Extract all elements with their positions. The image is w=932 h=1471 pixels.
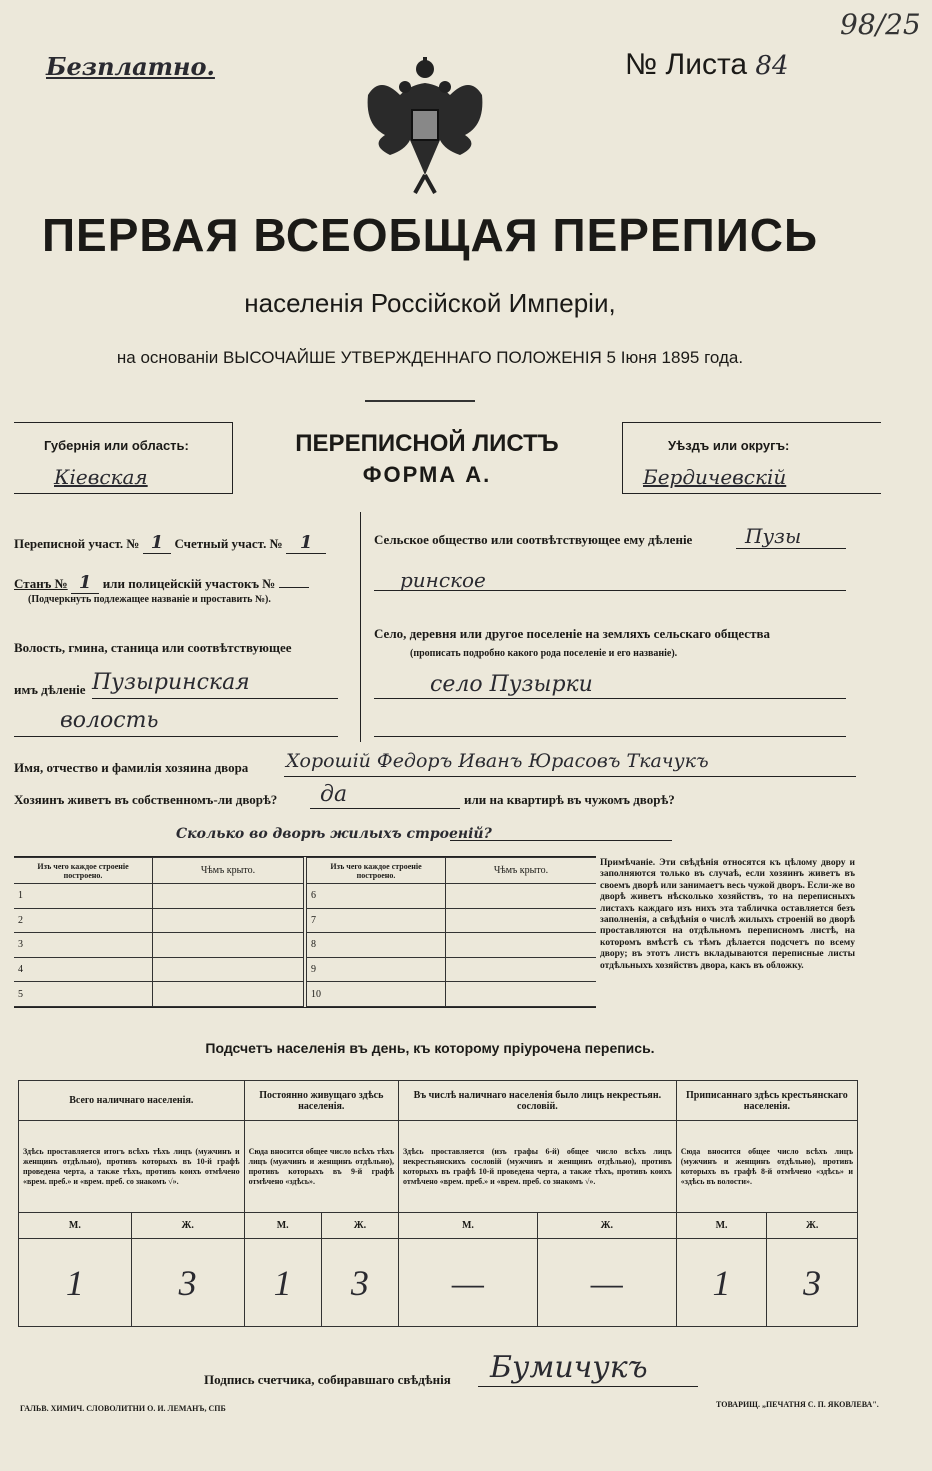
buildings-row: 2 (14, 908, 153, 933)
stan-label: Станъ № (14, 576, 68, 591)
society-label: Сельское общество или соотвѣтствующее ему дѣленіе (374, 532, 693, 547)
buildings-row: 3 (14, 933, 153, 958)
buildings-roof-cell (446, 957, 597, 982)
buildings-row: 8 (307, 933, 446, 958)
population-title: Подсчетъ населенія въ день, къ которому пріурочена перепись. (205, 1040, 655, 1056)
census-area-row (14, 532, 326, 553)
signature-line (478, 1386, 698, 1387)
buildings-row: 10 (307, 982, 446, 1007)
population-m-value: 1 (676, 1239, 767, 1327)
police-value-line (279, 587, 309, 588)
population-col-head: Въ числѣ наличнаго населенія было лицъ некрестьян. сословій. (399, 1081, 677, 1121)
population-m-header: М. (676, 1213, 767, 1239)
population-m-value: 1 (19, 1239, 132, 1327)
census-area-value: 1 (143, 532, 172, 554)
society-value-2: ринское (400, 568, 486, 592)
volost-line (92, 698, 338, 699)
buildings-note: Примѣчаніе. Эти свѣдѣнія относятся къ цѣлому двору и заполняются только въ случаѣ, если хозяинъ живетъ въ своемъ дворѣ или занимаетъ весь чужой дворъ. Если-же во дворѣ живетъ нѣсколько хозяйствъ, то на переписныхъ листахъ каждаго изъ нихъ эта табличка оставляется безъ заполненія, а свѣдѣнія о числѣ жилыхъ строеній во дворѣ проставляются на отдѣльномъ переписномъ листѣ, на которомъ вмѣстѣ съ тѣмъ дѣлается подсчетъ по всему двору; въ этотъ листъ вкладываются переписные листы отдѣльныхъ хозяйствъ двора, какъ въ обложку. (600, 858, 855, 971)
sheet-title: ПЕРЕПИСНОЙ ЛИСТЪ (295, 430, 559, 457)
society-line (736, 548, 846, 549)
buildings-table-right (306, 857, 596, 1007)
population-col-head: Постоянно живущаго здѣсь населенія. (244, 1081, 398, 1121)
buildings-col-roof: Чѣмъ крыто. (153, 858, 304, 884)
uezd-label: Уѣздъ или округъ: (668, 438, 790, 453)
form-label: ФОРМА А. (362, 462, 492, 487)
population-f-value: 3 (767, 1239, 858, 1327)
owner-name-label: Имя, отчество и фамилія хозяина двора (14, 760, 249, 775)
buildings-roof-cell (153, 884, 304, 909)
population-f-header: Ж. (321, 1213, 398, 1239)
population-f-header: Ж. (131, 1213, 244, 1239)
legal-basis: на основаніи ВЫСОЧАЙШЕ УТВЕРЖДЕННАГО ПОЛОЖЕНІЯ 5 Іюня 1895 года. (116, 348, 744, 367)
corner-archive-mark: 98/25 (840, 8, 921, 41)
buildings-table-left (14, 857, 304, 1007)
police-note: (Подчеркнуть подлежащее названіе и проставить №). (28, 594, 271, 605)
count-area-value: 1 (286, 532, 327, 554)
population-f-value: 3 (131, 1239, 244, 1327)
owner-name-value: Хорошій Федоръ Иванъ Юрасовъ Ткачукъ (286, 750, 709, 772)
population-col-head: Всего наличнаго населенія. (19, 1081, 245, 1121)
population-col-desc: Здѣсь проставляется итогъ всѣхъ тѣхъ лицъ (мужчинъ и женщинъ отдѣльно), противъ которыхъ въ 10-й графѣ проведена черта, а также тѣхъ, противъ коихъ отмѣчено «врем. преб.» и «врем. преб. со знакомъ √». (19, 1121, 245, 1213)
guberniya-box (14, 422, 233, 494)
population-m-header: М. (19, 1213, 132, 1239)
buildings-roof-cell (446, 908, 597, 933)
buildings-col-material: Изъ чего каждое строеніе построено. (14, 858, 153, 884)
volost-label-2: имъ дѣленіе (14, 682, 86, 697)
buildings-question-line (450, 840, 672, 841)
buildings-roof-cell (446, 884, 597, 909)
guberniya-label: Губернія или область: (44, 438, 189, 453)
sheet-number-label: № Листа (625, 48, 748, 81)
uezd-box (622, 422, 881, 494)
population-col-desc: Сюда вносится общее число всѣхъ тѣхъ лицъ (мужчинъ и женщинъ отдѣльно), противъ которыхъ въ 9-й графѣ отмѣчено «здѣсь». (244, 1121, 398, 1213)
owner-lives-label: Хозяинъ живетъ въ собственномъ-ли дворѣ? (14, 792, 278, 807)
buildings-roof-cell (446, 982, 597, 1007)
buildings-roof-cell (153, 957, 304, 982)
page-subtitle: населенія Россійской Имперіи, (244, 288, 616, 318)
signature-value: Бумичукъ (490, 1350, 648, 1385)
volost-value: Пузыринская (92, 670, 250, 695)
population-f-value: — (537, 1239, 676, 1327)
stan-value: 1 (71, 572, 100, 594)
printer-left: ГАЛЬВ. ХИМИЧ. СЛОВОЛИТНИ О. И. ЛЕМАНЪ, СПБ (20, 1404, 226, 1413)
population-col-desc: Сюда вносится общее число всѣхъ лицъ (мужчинъ и женщинъ отдѣльно), противъ которыхъ въ графѣ 8-й отмѣчено «здѣсь» и «здѣсь въ волости». (676, 1121, 857, 1213)
buildings-roof-cell (153, 982, 304, 1007)
buildings-col-material: Изъ чего каждое строеніе построено. (307, 858, 446, 884)
buildings-row: 1 (14, 884, 153, 909)
free-label: Безплатно. (46, 52, 215, 81)
buildings-row: 4 (14, 957, 153, 982)
sheet-number (625, 48, 789, 82)
buildings-row: 6 (307, 884, 446, 909)
population-table (18, 1080, 858, 1327)
owner-lives-line (310, 808, 460, 809)
stan-row (14, 572, 309, 593)
imperial-eagle-emblem (360, 55, 490, 195)
society-value: Пузы (745, 524, 802, 548)
population-m-value: 1 (244, 1239, 321, 1327)
population-f-header: Ж. (767, 1213, 858, 1239)
buildings-question: Сколько во дворѣ жилыхъ строеній? (176, 826, 492, 842)
buildings-roof-cell (153, 908, 304, 933)
census-area-label: Переписной участ. № (14, 536, 140, 551)
population-col-head: Приписаннаго здѣсь крестьянскаго населенія. (676, 1081, 857, 1121)
owner-rent-label: или на квартирѣ въ чужомъ дворѣ? (464, 792, 675, 807)
buildings-row: 5 (14, 982, 153, 1007)
ornament-divider (365, 400, 475, 402)
signature-label: Подпись счетчика, собиравшаго свѣдѣнія (204, 1372, 451, 1387)
village-line-2 (374, 736, 846, 737)
population-f-value: 3 (321, 1239, 398, 1327)
population-col-desc: Здѣсь проставляется (изъ графы 6-й) общее число всѣхъ лицъ некрестьянскихъ сословій (мужчинъ и женщинъ отдѣльно), противъ которыхъ въ графѣ 10-й проведена черта, а также тѣхъ, противъ коихъ отмѣчено «врем. преб.» и «врем. преб. со знакомъ √». (399, 1121, 677, 1213)
buildings-row: 9 (307, 957, 446, 982)
buildings-roof-cell (446, 933, 597, 958)
buildings-table-frame (14, 856, 596, 1008)
buildings-col-roof: Чѣмъ крыто. (446, 858, 597, 884)
printer-right: ТОВАРИЩ. „ПЕЧАТНЯ С. П. ЯКОВЛЕВА". (716, 1400, 879, 1409)
sheet-number-value: 84 (755, 51, 789, 81)
population-m-value: — (399, 1239, 538, 1327)
village-note: (прописать подробно какого рода поселеніе и его названіе). (410, 648, 678, 659)
police-label: или полицейскій участокъ № (102, 576, 276, 591)
buildings-row: 7 (307, 908, 446, 933)
uezd-value: Бердичевскій (643, 465, 787, 489)
count-area-label: Счетный участ. № (174, 536, 283, 551)
volost-value-2: волость (60, 708, 159, 733)
village-label: Село, деревня или другое поселеніе на земляхъ сельскаго общества (374, 626, 770, 641)
owner-name-line (284, 776, 856, 777)
owner-lives-value: да (320, 782, 348, 807)
column-divider (360, 512, 361, 742)
village-line (374, 698, 846, 699)
village-value: село Пузырки (430, 672, 593, 697)
population-f-header: Ж. (537, 1213, 676, 1239)
volost-label: Волость, гмина, станица или соотвѣтствующее (14, 640, 292, 655)
buildings-roof-cell (153, 933, 304, 958)
guberniya-value: Кіевская (54, 465, 148, 489)
volost-line-2 (14, 736, 338, 737)
society-line-2 (374, 590, 846, 591)
page-title: ПЕРВАЯ ВСЕОБЩАЯ ПЕРЕПИСЬ (41, 209, 819, 261)
population-m-header: М. (399, 1213, 538, 1239)
population-m-header: М. (244, 1213, 321, 1239)
